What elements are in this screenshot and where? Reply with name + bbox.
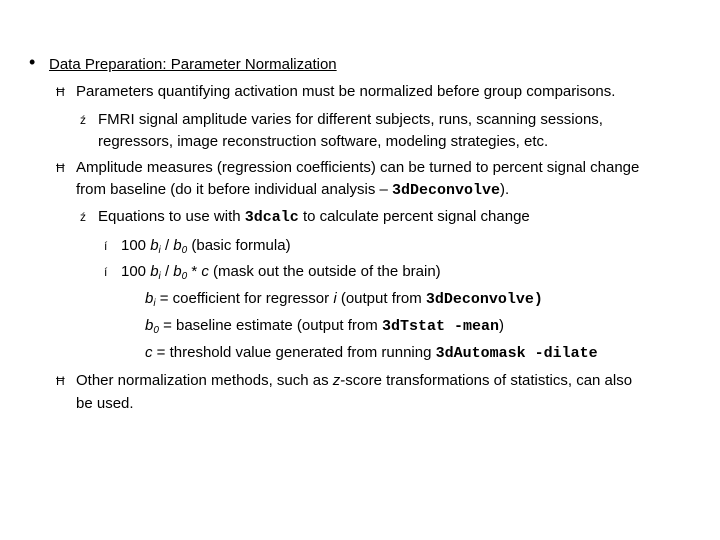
level3-bullet-icon: í [104, 265, 108, 279]
formula-1-var: b [173, 237, 182, 254]
definition-b0 [145, 316, 504, 337]
formula-1-desc: (basic formula) [187, 237, 291, 254]
bullet-3-line1 [76, 371, 632, 391]
bullet-2-line2-text: from baseline (do it before individual analysis – [76, 181, 393, 198]
formula-1-var: b [150, 237, 159, 254]
formula-2-var: c [201, 263, 209, 280]
sub-bullet-1-line1: FMRI signal amplitude varies for different subjects, runs, scanning sessions, [98, 111, 603, 128]
definition-c [145, 343, 598, 364]
level2-bullet-icon: ź [80, 210, 86, 224]
def-text: ) [498, 317, 504, 334]
bullet-1-text: Parameters quantifying activation must be normalized before group comparisons. [76, 83, 616, 100]
def-var: c [145, 344, 153, 361]
bullet-2-line2 [76, 180, 509, 201]
level1-bullet-icon: Ħ [56, 374, 65, 388]
level1-bullet-icon: Ħ [56, 85, 65, 99]
def-var: b [145, 317, 154, 334]
code-3dcalc: 3dcalc [244, 209, 299, 226]
def-var: i [333, 290, 337, 307]
def-sub: i [153, 298, 156, 309]
def-text: (output from [336, 290, 426, 307]
formula-1-sub: 0 [181, 245, 188, 256]
formula-1 [121, 236, 291, 256]
formula-2 [121, 262, 441, 282]
level3-bullet-icon: í [104, 239, 108, 253]
bullet-2-line1: Amplitude measures (regression coefficients) can be turned to percent signal change [76, 159, 640, 176]
formula-2-part: * [187, 263, 202, 280]
level1-bullet-icon: Ħ [56, 161, 65, 175]
def-text: = threshold value generated from running [152, 344, 436, 361]
sub-bullet-2-text: Equations to use with [98, 208, 245, 225]
def-text: = baseline estimate (output from [158, 317, 382, 334]
code-3dAutomask: 3dAutomask -dilate [435, 345, 598, 362]
formula-2-var: b [173, 263, 182, 280]
formula-2-desc: (mask out the outside of the brain) [208, 263, 441, 280]
level2-bullet-icon: ź [80, 113, 86, 127]
bullet-3-z: z [332, 372, 341, 389]
formula-1-part: / [160, 237, 174, 254]
formula-2-part: 100 [121, 263, 151, 280]
formula-2-sub: 0 [181, 271, 188, 282]
slide-title: Data Preparation: Parameter Normalization [49, 56, 337, 73]
definition-bi [145, 289, 543, 310]
bullet-3-text: -score transformations of statistics, can also [340, 372, 633, 389]
formula-1-sub: i [158, 245, 161, 256]
formula-2-sub: i [158, 271, 161, 282]
code-3dDeconvolve: 3dDeconvolve) [425, 291, 543, 308]
formula-2-var: b [150, 263, 159, 280]
formula-2-part: / [160, 263, 174, 280]
code-3dTstat: 3dTstat -mean [381, 318, 499, 335]
def-sub: 0 [153, 325, 159, 336]
sub-bullet-2-end: to calculate percent signal change [298, 208, 530, 225]
sub-bullet-2 [98, 207, 530, 228]
bullet-2-line2-end: ). [500, 181, 510, 198]
def-text: = coefficient for regressor [155, 290, 334, 307]
title-bullet-dot: • [29, 52, 36, 72]
def-var: b [145, 290, 154, 307]
bullet-3-text: Other normalization methods, such as [76, 372, 333, 389]
bullet-3-line2: be used. [76, 395, 134, 412]
formula-1-part: 100 [121, 237, 151, 254]
code-3dDeconvolve: 3dDeconvolve [392, 182, 501, 199]
sub-bullet-1-line2: regressors, image reconstruction software, modeling strategies, etc. [98, 133, 549, 150]
